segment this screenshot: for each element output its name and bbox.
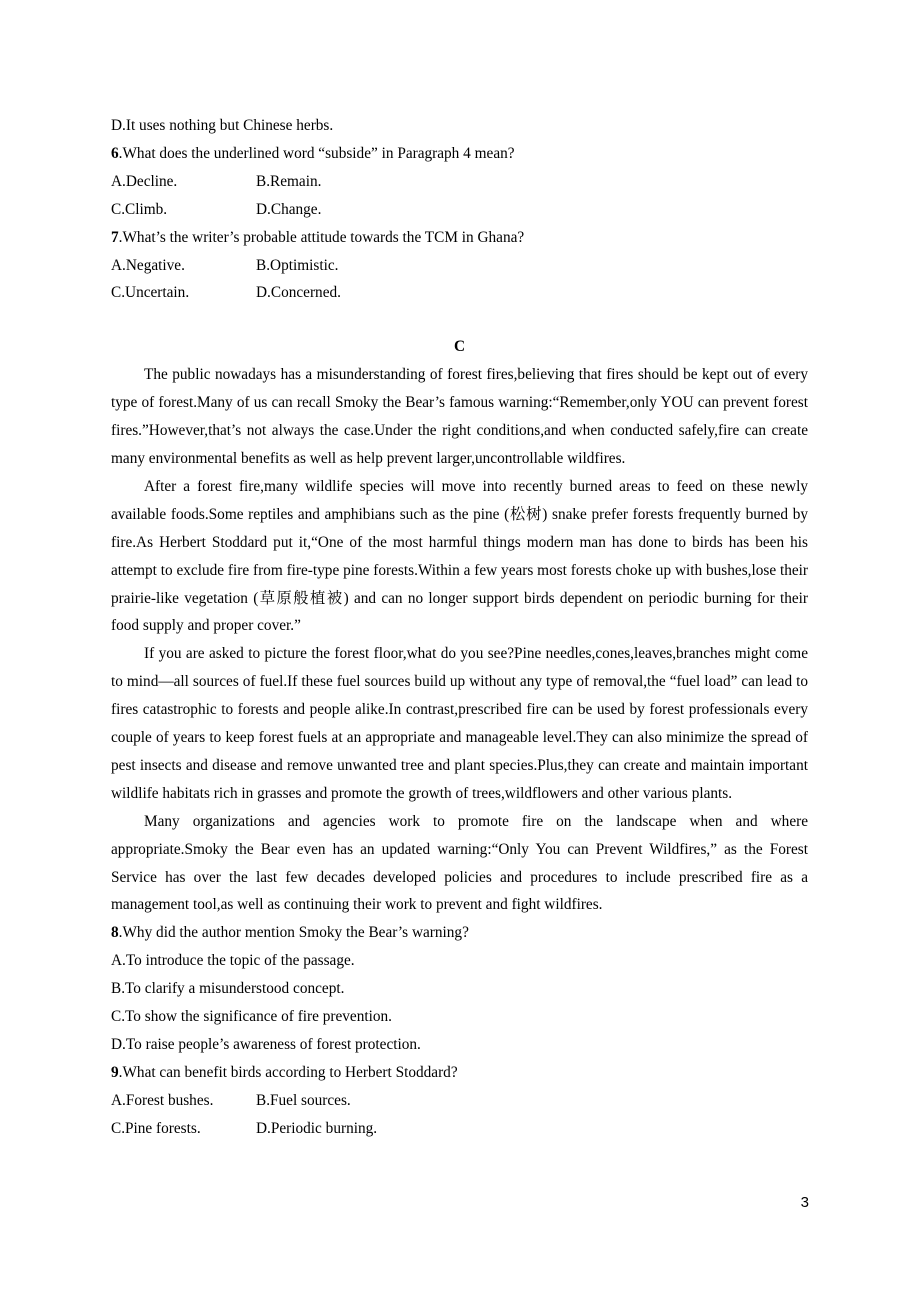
option-b: B.To clarify a misunderstood concept. (111, 980, 345, 998)
question-6-options-row (111, 196, 808, 224)
option-b: B.Fuel sources. (256, 1091, 351, 1109)
question-9-stem (111, 1059, 808, 1087)
section-heading: C (453, 338, 466, 356)
page-number: 3 (800, 1194, 809, 1211)
option-b: B.Remain. (256, 172, 322, 190)
option-d: D.Change. (256, 200, 322, 218)
question-text: .What does the underlined word “subside” in Paragraph 4 mean? (118, 144, 515, 162)
q5-option-d: D.It uses nothing but Chinese herbs. (111, 117, 334, 134)
option-c: C.To show the significance of fire prevention. (111, 1008, 392, 1026)
option-d: D.Concerned. (256, 284, 341, 302)
question-8-stem (111, 919, 808, 947)
question-9-options-row (111, 1115, 808, 1143)
option-d: D.Periodic burning. (256, 1119, 378, 1137)
option-a: A.Decline. (111, 172, 178, 190)
passage-paragraph: If you are asked to picture the forest floor,what do you see?Pine needles,cones,leaves,branches might come to mind—all sources of fuel.If these fuel sources build up without any type of removal,the “fuel load” can lead to fires catastrophic to forests and people alike.In contrast,prescribed fire can be used by forest professionals every couple of years to keep forest fuels at an appropriate and manageable level.They can also minimize the spread of pest insects and disease and remove unwanted tree and plant species.Plus,they can create and maintain important wildlife habitats rich in grasses and promote the growth of trees,wildflowers and other various plants. (111, 645, 808, 802)
passage-paragraph: Many organizations and agencies work to promote fire on the landscape when and where appropriate.Smoky the Bear even has an updated warning:“Only You can Prevent Wildfires,” as the Forest Service has over the last few decades developed policies and procedures to include prescribed fire as a management tool,as well as continuing their work to prevent and fight wildfires. (111, 812, 808, 914)
option-c: C.Uncertain. (111, 284, 190, 302)
question-text: .What’s the writer’s probable attitude towards the TCM in Ghana? (118, 228, 525, 246)
question-7-options-row (111, 252, 808, 280)
option-b: B.Optimistic. (256, 256, 339, 274)
question-number: 8 (111, 924, 119, 942)
passage-paragraph: After a forest fire,many wildlife species will move into recently burned areas to feed on these newly available foods.Some reptiles and amphibians such as the pine (松树) snake prefer forests frequently burned by fire.As Herbert Stoddard put it,“One of the most harmful things modern man has done to birds has been his attempt to exclude fire from fire-type pine forests.Within a few years most forests choke up with bushes,lose their prairie-like vegetation (草原般植被) and can no longer support birds dependent on periodic burning for their food supply and proper cover.” (111, 477, 808, 635)
option-d: D.To raise people’s awareness of forest protection. (111, 1036, 421, 1053)
question-9-options-row (111, 1087, 808, 1115)
question-7-options-row (111, 279, 808, 307)
question-number: 6 (111, 144, 119, 162)
option-c: C.Pine forests. (111, 1119, 201, 1137)
option-a: A.Negative. (111, 256, 185, 274)
option-c: C.Climb. (111, 200, 168, 218)
option-a: A.To introduce the topic of the passage. (111, 952, 355, 970)
question-text: .What can benefit birds according to Herbert Stoddard? (118, 1063, 458, 1081)
question-number: 7 (111, 228, 119, 246)
question-7-stem (111, 224, 808, 252)
question-number: 9 (111, 1063, 119, 1081)
question-6-options-row (111, 168, 808, 196)
question-text: .Why did the author mention Smoky the Bear’s warning? (118, 924, 469, 942)
document-page (111, 112, 808, 1143)
question-6-stem (111, 140, 808, 168)
option-a: A.Forest bushes. (111, 1091, 214, 1109)
passage-paragraph: The public nowadays has a misunderstanding of forest fires,believing that fires should be kept out of every type of forest.Many of us can recall Smoky the Bear’s famous warning:“Remember,only YOU can prevent forest fires.”However,that’s not always the case.Under the right conditions,and when conducted safely,fire can create many environmental benefits as well as help prevent larger,uncontrollable wildfires. (111, 366, 808, 467)
